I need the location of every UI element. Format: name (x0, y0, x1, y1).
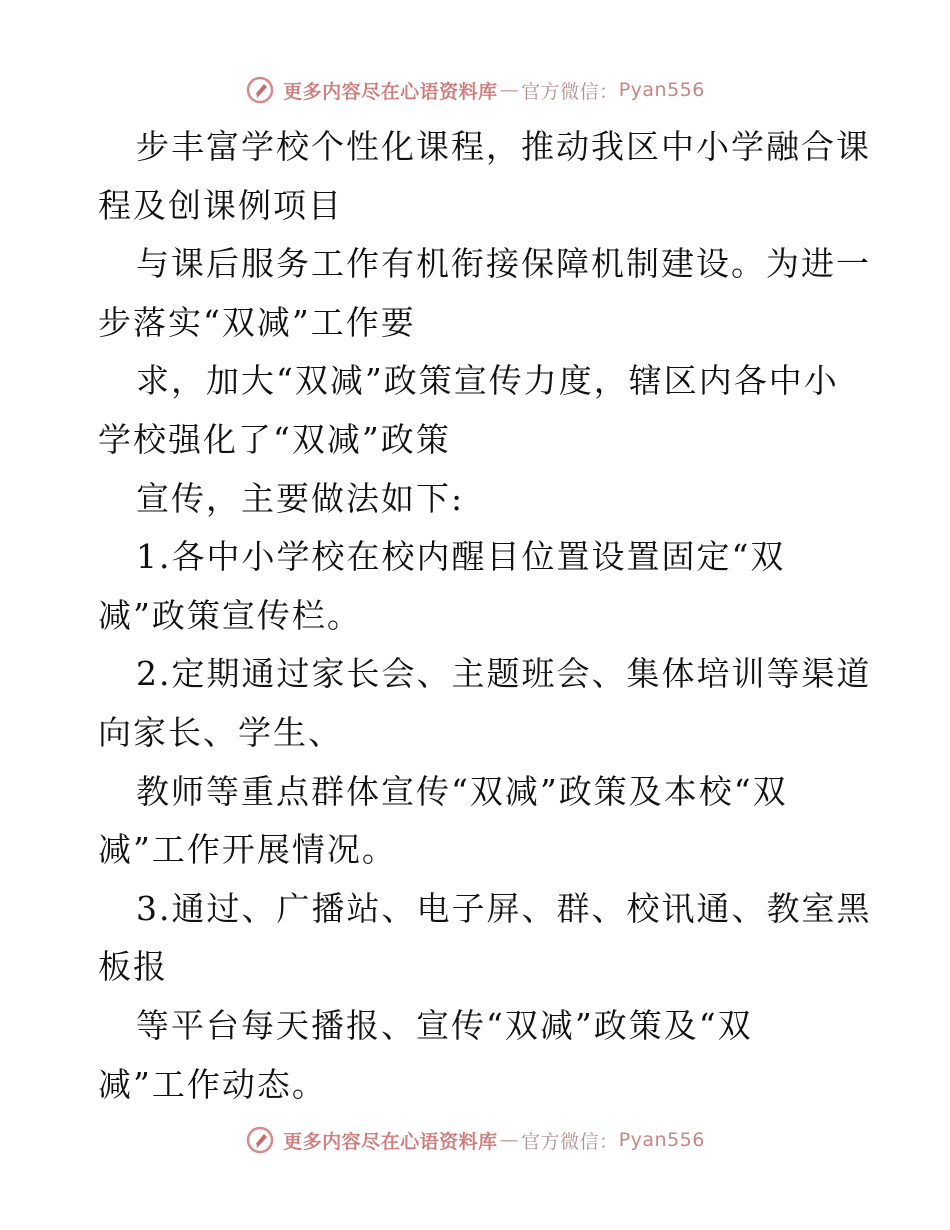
text-line: 程及创课例项目 (98, 185, 343, 225)
banner-separator: — (499, 79, 520, 101)
text-line: 减”工作动态。 (98, 1064, 327, 1104)
text-line: 学校强化了“双减”政策 (98, 419, 451, 459)
text-line: 2.定期通过家长会、主题班会、集体培训等渠道 (136, 654, 872, 694)
banner-wechat-id: Pyan556 (618, 79, 705, 101)
text-line: 减”政策宣传栏。 (98, 595, 362, 635)
text-line: 向家长、学生、 (98, 712, 343, 752)
document-body (98, 118, 872, 1114)
text-line: 教师等重点群体宣传“双减”政策及本校“双 (136, 771, 788, 811)
text-line: 3.通过、广播站、电子屏、群、校讯通、教室黑 (136, 888, 872, 928)
banner-brand-text: 更多内容尽在心语资料库 (283, 1130, 498, 1153)
text-line: 宣传，主要做法如下: (136, 478, 465, 518)
text-line: 步丰富学校个性化课程，推动我区中小学融合课 (136, 127, 871, 166)
text-line: 板报 (98, 947, 168, 987)
banner-brand-text: 更多内容尽在心语资料库 (283, 80, 498, 103)
text-line: 与课后服务工作有机衔接保障机制建设。为进一 (136, 244, 871, 284)
text-line: 1.各中小学校在校内醒目位置设置固定“双 (136, 537, 786, 577)
text-line: 减”工作开展情况。 (98, 830, 397, 870)
header-watermark-banner (0, 70, 950, 110)
pen-nib-logo-icon (245, 1125, 275, 1155)
banner-wechat-id: Pyan556 (618, 1129, 705, 1151)
banner-separator: — (499, 1129, 520, 1151)
text-line: 步落实“双减”工作要 (98, 302, 416, 342)
banner-wechat-label: 官方微信： (521, 80, 619, 103)
pen-nib-logo-icon (245, 75, 275, 105)
text-line: 等平台每天播报、宣传“双减”政策及“双 (136, 1005, 753, 1045)
text-line: 求，加大“双减”政策宣传力度，辖区内各中小 (136, 361, 839, 401)
footer-watermark-banner (0, 1120, 950, 1160)
banner-wechat-label: 官方微信： (521, 1130, 619, 1153)
